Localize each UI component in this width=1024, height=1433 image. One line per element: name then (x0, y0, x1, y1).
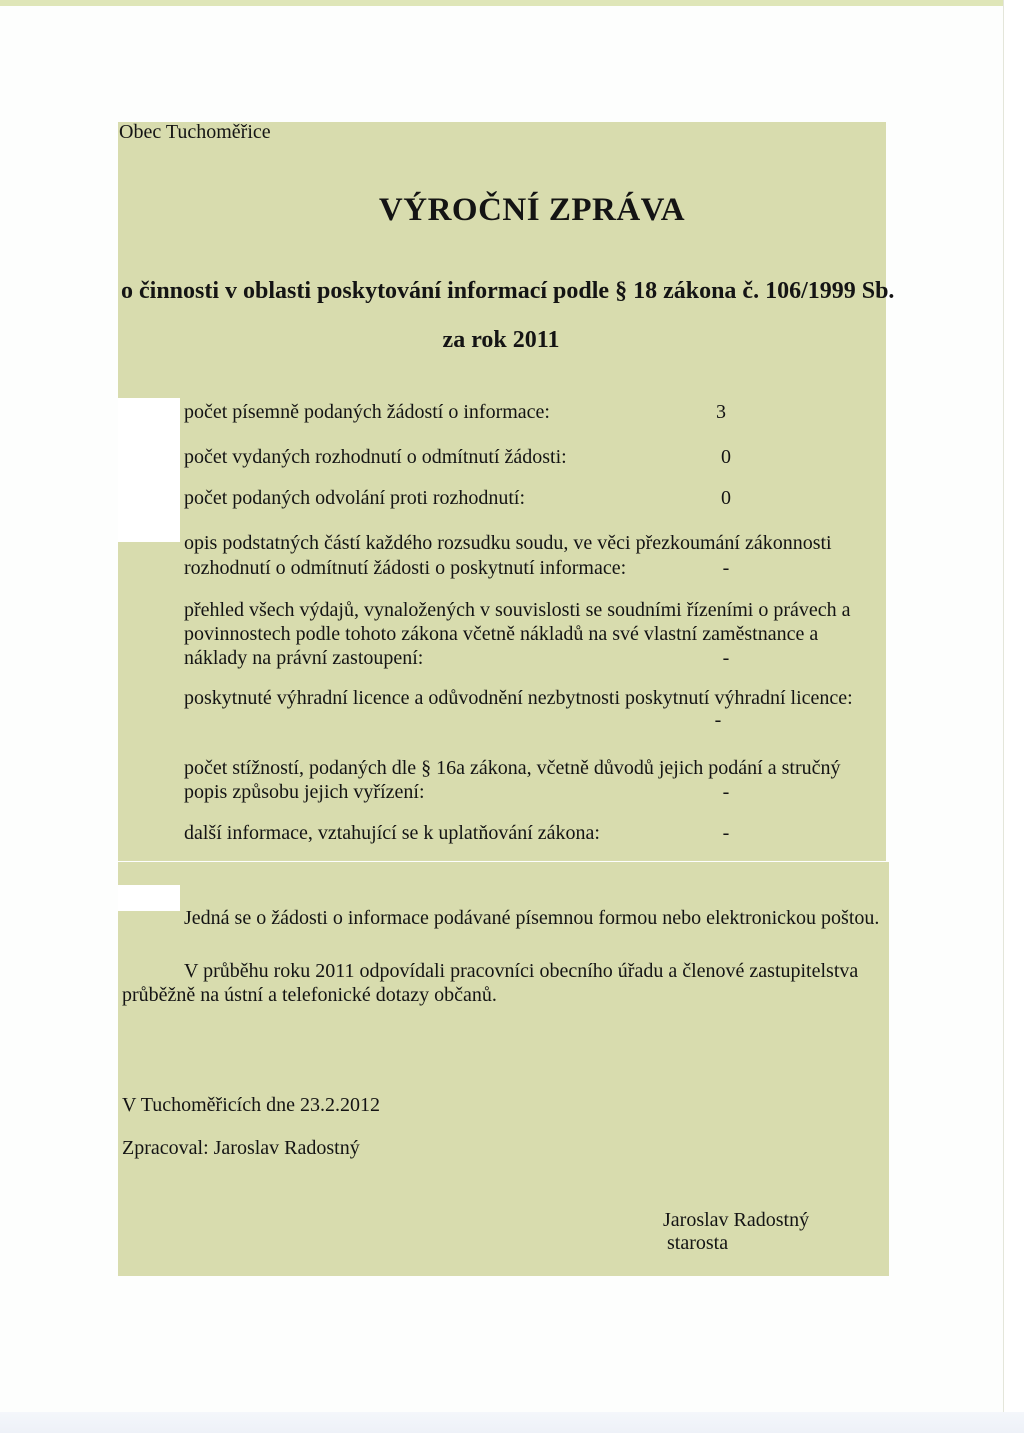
report-subtitle: o činnosti v oblasti poskytování informací podle § 18 zákona č. 106/1999 Sb. (121, 278, 895, 304)
municipality-name: Obec Tuchoměřice (119, 121, 271, 143)
highlight-notch-lower (118, 885, 180, 911)
note-oral-queries: V průběhu roku 2011 odpovídali pracovníci obecního úřadu a členové zastupitelstva (184, 960, 859, 982)
signatory-role: starosta (667, 1232, 729, 1254)
scan-edge-top (0, 0, 1024, 6)
stat-label: poskytnuté výhradní licence a odůvodnění nezbytnosti poskytnutí výhradní licence: (184, 687, 853, 709)
stat-value: - (722, 557, 730, 579)
stat-value: - (722, 647, 730, 669)
stat-label: přehled všech výdajů, vynaložených v souvislosti se soudními řízeními o právech a (184, 599, 851, 621)
report-title: VÝROČNÍ ZPRÁVA (378, 192, 686, 228)
stat-label: počet vydaných rozhodnutí o odmítnutí žádosti: (184, 446, 567, 468)
scan-edge-bottom (0, 1412, 1024, 1433)
stat-label: počet stížností, podaných dle § 16a zákona, včetně důvodů jejich podání a stručný (184, 757, 841, 779)
note-oral-queries: průběžně na ústní a telefonické dotazy občanů. (122, 984, 497, 1006)
stat-value: - (722, 822, 730, 844)
stat-label: počet písemně podaných žádostí o informace: (184, 401, 550, 423)
stat-value: - (714, 709, 722, 731)
highlight-notch-upper (118, 398, 180, 542)
stat-label: popis způsobu jejich vyřízení: (184, 781, 425, 803)
report-year: za rok 2011 (442, 327, 560, 353)
stat-value: 3 (716, 401, 726, 423)
stat-value: - (722, 781, 730, 803)
stat-label: povinnostech podle tohoto zákona včetně nákladů na své vlastní zaměstnance a (184, 623, 819, 645)
prepared-by: Zpracoval: Jaroslav Radostný (122, 1137, 360, 1159)
stat-label: náklady na právní zastoupení: (184, 647, 424, 669)
stat-label: počet podaných odvolání proti rozhodnutí: (184, 487, 526, 509)
stat-value: 0 (721, 487, 731, 509)
place-and-date: V Tuchoměřicích dne 23.2.2012 (122, 1094, 380, 1116)
note-request-form: Jedná se o žádosti o informace podávané písemnou formou nebo elektronickou poštou. (184, 907, 880, 929)
stat-value: 0 (721, 446, 731, 468)
signatory-name: Jaroslav Radostný (663, 1209, 810, 1231)
stat-label: opis podstatných částí každého rozsudku soudu, ve věci přezkoumání zákonnosti (184, 532, 832, 554)
stat-label: další informace, vztahující se k uplatňování zákona: (184, 822, 600, 844)
stat-label: rozhodnutí o odmítnutí žádosti o poskytnutí informace: (184, 557, 627, 579)
